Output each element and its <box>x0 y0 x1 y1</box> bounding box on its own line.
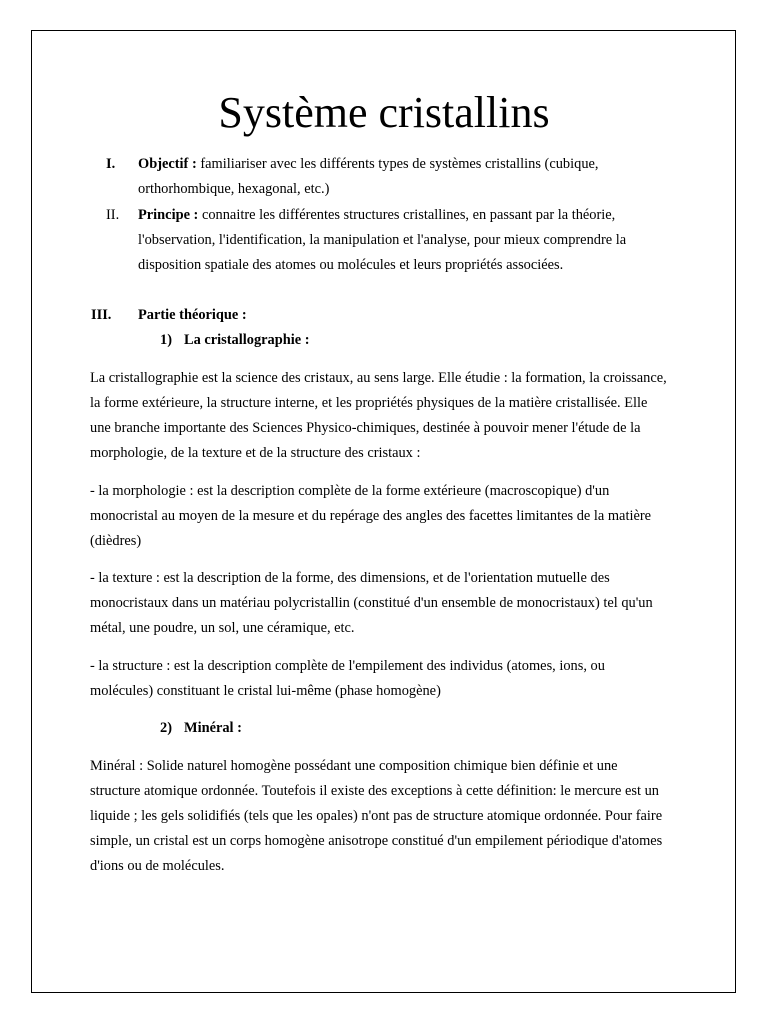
section-body <box>138 303 673 328</box>
section-body <box>138 203 673 278</box>
section-text: familiariser avec les différents types de systèmes cristallins (cubique, orthorhombique, hexagonal, etc.) <box>138 156 599 197</box>
subsection-cristallographie <box>160 328 560 353</box>
paragraph-mineral: Minéral : Solide naturel homogène possédant une composition chimique bien définie et une structure atomique ordonnée. Toutefois il existe des exceptions à cette définition: le mercure est un liquide ; les gels solidifiés (tels que les opales) n'ont pas de structure atomique ordonnée. Pour faire simple, un cristal est un corps homogène anisotrope constitué d'un empilement périodique d'atomes d'ions ou de molécules. <box>90 758 663 874</box>
subsection-label: La cristallographie : <box>184 332 310 348</box>
section-number: II. <box>106 207 120 223</box>
section-number: III. <box>91 307 112 323</box>
section-label: Partie théorique : <box>138 307 247 323</box>
subsection-mineral <box>160 716 560 741</box>
subsection-number: 2) <box>160 720 172 736</box>
section-number: I. <box>106 156 116 172</box>
paragraph-morphologie: - la morphologie : est la description complète de la forme extérieure (macroscopique) d'un monocristal au moyen de la mesure et du repérage des angles des facettes limitantes de la matière (dièdres) <box>90 483 652 549</box>
section-text: connaitre les différentes structures cristallines, en passant par la théorie, l'observation, l'identification, la manipulation et l'analyse, pour mieux comprendre la disposition spatiale des atomes ou molécules et leurs propriétés associées. <box>138 207 627 273</box>
paragraph-texture: - la texture : est la description de la forme, des dimensions, et de l'orientation mutuelle des monocristaux dans un matériau polycristallin (constitué d'un ensemble de monocristaux) tel qu'un métal, une poudre, un sol, une céramique, etc. <box>90 570 653 636</box>
section-label: Objectif : <box>138 156 197 172</box>
paragraph-structure: - la structure : est la description complète de l'empilement des individus (atomes, ions, ou molécules) constituant le cristal lui-même (phase homogène) <box>90 658 605 699</box>
document-title: Système cristallins <box>218 88 550 137</box>
section-label: Principe : <box>138 207 199 223</box>
section-body <box>138 152 673 202</box>
subsection-label: Minéral : <box>184 720 242 736</box>
subsection-number: 1) <box>160 332 172 348</box>
paragraph-cristallographie: La cristallographie est la science des cristaux, au sens large. Elle étudie : la formation, la croissance, la forme extérieure, la structure interne, et les propriétés physiques de la matière cristallisée. Elle une branche importante des Sciences Physico-chimiques, destinée à pouvoir mener l'étude de la morphologie, de la texture et de la structure des cristaux : <box>90 370 667 461</box>
